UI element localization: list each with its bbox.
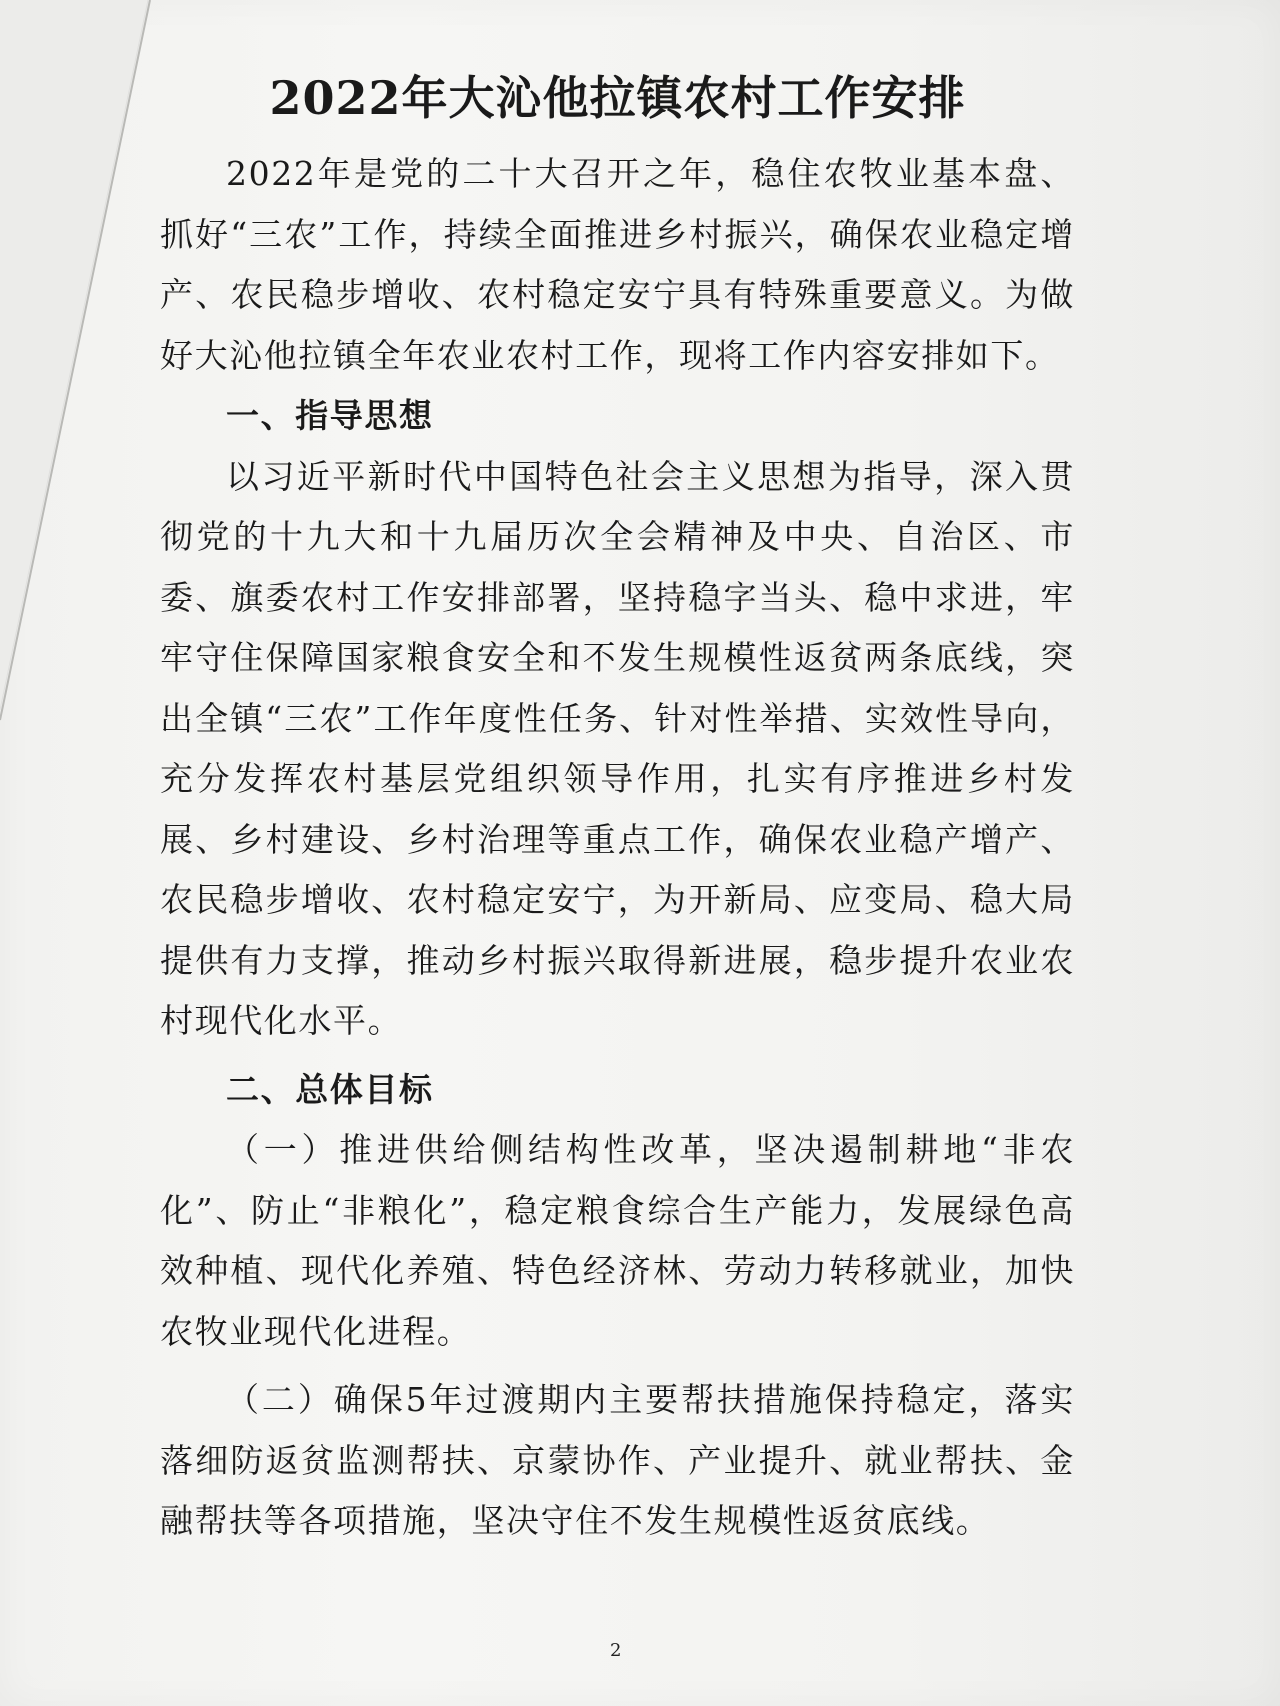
- item-gap: [160, 1362, 1075, 1370]
- goal-item-2: （二）确保5年过渡期内主要帮扶措施保持稳定，落实落细防返贫监测帮扶、京蒙协作、产业提升、就业帮扶、金融帮扶等各项措施，坚决守住不发生规模性返贫底线。: [160, 1380, 1075, 1540]
- document-title: 2022年大沁他拉镇农村工作安排: [269, 71, 966, 125]
- section-heading-overall-goals: 二、总体目标: [226, 1069, 434, 1109]
- guiding-ideology-paragraph: 以习近平新时代中国特色社会主义思想为指导，深入贯彻党的十九大和十九届历次全会精神及中央、自治区、市委、旗委农村工作安排部署，坚持稳字当头、稳中求进，牢牢守住保障国家粮食安全和不发生规模性返贫两条底线，突出全镇“三农”工作年度性任务、针对性举措、实效性导向，充分发挥农村基层党组织领导作用，扎实有序推进乡村发展、乡村建设、乡村治理等重点工作，确保农业稳产增产、农民稳步增收、农村稳定安宁，为开新局、应变局、稳大局提供有力支撑，推动乡村振兴取得新进展，稳步提升农业农村现代化水平。: [160, 456, 1075, 1040]
- intro-paragraph: 2022年是党的二十大召开之年，稳住农牧业基本盘、抓好“三农”工作，持续全面推进乡村振兴，确保农业稳定增产、农民稳步增收、农村稳定安宁具有特殊重要意义。为做好大沁他拉镇全年农业农村工作，现将工作内容安排如下。: [160, 154, 1075, 375]
- section-heading-guiding-ideology: 一、指导思想: [226, 396, 434, 435]
- goal-item-1: （一）推进供给侧结构性改革，坚决遏制耕地“非农化”、防止“非粮化”，稳定粮食综合生产能力，发展绿色高效种植、现代化养殖、特色经济林、劳动力转移就业，加快农牧业现代化进程。: [160, 1130, 1075, 1351]
- document-body: [160, 70, 1075, 1552]
- section-gap: [160, 1052, 1075, 1060]
- page-number: 2: [610, 1640, 622, 1661]
